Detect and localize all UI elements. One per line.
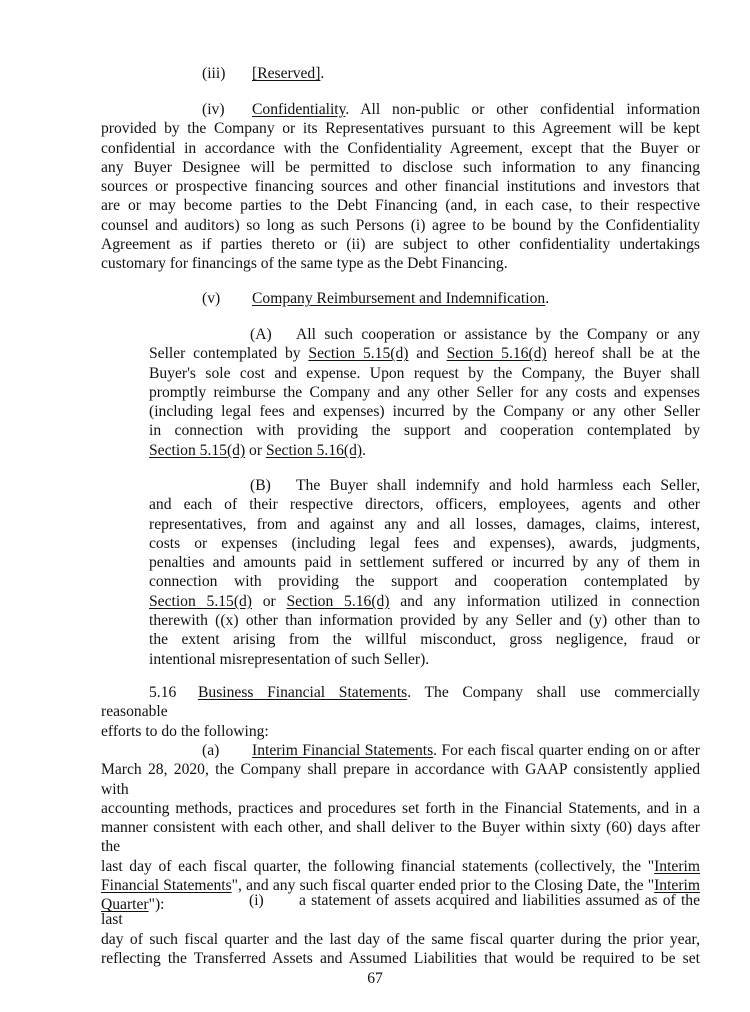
section-5-16-number: 5.16 [149, 684, 177, 701]
section-5-16-title: Business Financial Statements [198, 684, 408, 701]
section-reference-link[interactable]: Section 5.16(d) [265, 441, 363, 459]
defined-term: Financial Statements [101, 877, 232, 895]
section-i-number: (i) [249, 892, 264, 909]
section-v-number: (v) [202, 290, 221, 307]
section-iii: (iii) [Reserved]. [202, 65, 325, 82]
section-a-interim: (a) Interim Financial Statements. For each fiscal quarter ending on or after March 28, 2020, the Company shall prepare in accordance with GAAP consistently applied with accounting methods, practices and procedures set forth in the Financial Statements, and in a manner consistent with each other, and shall deliver to the Buyer within sixty (60) days after the last day of each fiscal quarter, the following financial statements (collectively, the "Interim Financial Statements", and any such fiscal quarter ended prior to the Closing Date, the "Interim Quarter"): [101, 742, 701, 914]
section-iv-number: (iv) [202, 101, 225, 118]
page-number: 67 [367, 970, 383, 987]
section-5-16: 5.16 Business Financial Statements. The Company shall use commercially reasonable efforts to do the following: [101, 684, 700, 740]
section-i: (i) a statement of assets acquired and liabilities assumed as of the last day of such fiscal quarter and the last day of the same fiscal quarter during the prior year, reflecting the Transferred Assets and Assumed Liabilities that would be required to be set [101, 892, 700, 967]
section-v-A: (A) All such cooperation or assistance by the Company or any Seller contemplated by Section 5.15(d) and Section 5.16(d) hereof shall be at the Buyer's sole cost and expense. Upon request by the Company, the Buyer shall promptly reimburse the Company and any other Seller for any costs and expenses (including legal fees and expenses) incurred by the Company or any other Seller in connection with providing the support and cooperation contemplated by Section 5.15(d) or Section 5.16(d). [149, 326, 700, 459]
section-reference-link[interactable]: Section 5.16(d) [286, 592, 390, 610]
section-reference-link[interactable]: Section 5.15(d) [308, 345, 409, 363]
section-reference-link[interactable]: Section 5.16(d) [446, 345, 547, 363]
section-a-number: (a) [202, 742, 220, 759]
section-iv-title: Confidentiality [252, 101, 346, 118]
section-reference-link[interactable]: Section 5.15(d) [149, 441, 246, 459]
section-iii-title: [Reserved] [252, 65, 321, 82]
section-iii-number: (iii) [202, 65, 226, 82]
section-v-B: (B) The Buyer shall indemnify and hold harmless each Seller, and each of their respective directors, officers, employees, agents and other representatives, from and against any and all losses, damages, claims, interest, costs or expenses (including legal fees and expenses), awards, judgments, penalties and amounts paid in settlement suffered or incurred by any of them in connection with providing the support and cooperation contemplated by Section 5.15(d) or Section 5.16(d) and any information utilized in connection therewith ((x) other than information provided by any Seller and (y) other than to the extent arising from the willful misconduct, gross negligence, fraud or intentional misrepresentation of such Seller). [149, 477, 700, 668]
section-B-number: (B) [250, 477, 271, 494]
section-a-title: Interim Financial Statements [252, 742, 434, 759]
defined-term: Interim [654, 857, 700, 875]
section-v-title: Company Reimbursement and Indemnification [252, 290, 546, 307]
section-iv-confidentiality: (iv) Confidentiality. All non-public or other confidential information provided by the Company or its Representatives pursuant to this Agreement will be kept confidential in accordance with the Confidentiality Agreement, except that the Buyer or any Buyer Designee will be permitted to disclose such information to any financing sources or prospective financing sources and other financial institutions and investors that are or may become parties to the Debt Financing (and, in each case, to their respective counsel and auditors) so long as such Persons (i) agree to be bound by the Confidentiality Agreement as if parties thereto or (ii) are subject to other confidentiality undertakings customary for financings of the same type as the Debt Financing. [101, 101, 700, 273]
section-A-number: (A) [250, 326, 272, 343]
section-v-heading: (v) Company Reimbursement and Indemnification. [202, 290, 550, 307]
defined-term: Quarter [101, 896, 149, 914]
defined-term: Interim [654, 877, 701, 895]
section-reference-link[interactable]: Section 5.15(d) [149, 592, 252, 610]
